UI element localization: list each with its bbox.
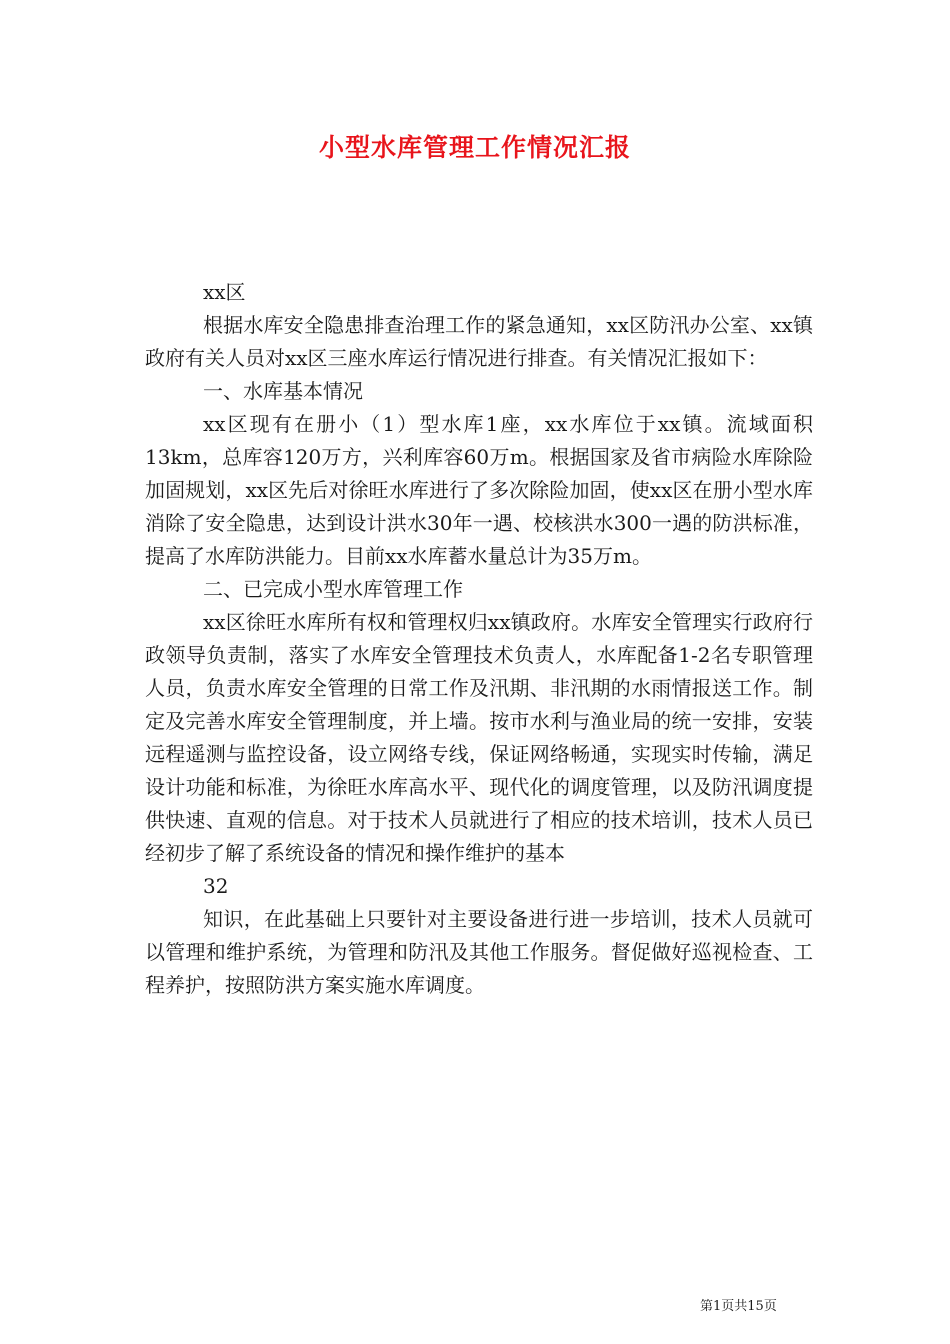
addressee: xx区 (203, 280, 246, 304)
paragraph-intro: 根据水库安全隐患排查治理工作的紧急通知，xx区防汛办公室、xx镇政府有关人员对xx区三座水库运行情况进行排查。有关情况汇报如下： (145, 313, 813, 370)
paragraph-management: xx区徐旺水库所有权和管理权归xx镇政府。水库安全管理实行政府行政领导负责制，落实了水库安全管理技术负责人，水库配备1-2名专职管理人员，负责水库安全管理的日常工作及汛期、非汛期的水雨情报送工作。制定及完善水库安全管理制度，并上墙。按市水利与渔业局的统一安排，安装远程遥测与监控设备，设立网络专线，保证网络畅通，实现实时传输，满足设计功能和标准，为徐旺水库高水平、现代化的调度管理，以及防汛调度提供快速、直观的信息。对于技术人员就进行了相应的技术培训，技术人员已经初步了解了系统设备的情况和操作维护的基本 (145, 610, 813, 865)
paragraph-basic-info: xx区现有在册小（1）型水库1座，xx水库位于xx镇。流域面积13km，总库容120万方，兴利库容60万m。根据国家及省市病险水库除险加固规划，xx区先后对徐旺水库进行了多次除险加固，使xx区在册小型水库消除了安全隐患，达到设计洪水30年一遇、校核洪水300一遇的防洪标准，提高了水库防洪能力。目前xx水库蓄水量总计为35万m。 (145, 412, 813, 568)
document-title: 小型水库管理工作情况汇报 (318, 133, 631, 162)
paragraph-knowledge: 知识，在此基础上只要针对主要设备进行进一步培训，技术人员就可以管理和维护系统，为管理和防汛及其他工作服务。督促做好巡视检查、工程养护，按照防洪方案实施水库调度。 (145, 907, 813, 997)
section-heading-2: 二、已完成小型水库管理工作 (203, 577, 463, 601)
section-heading-1: 一、水库基本情况 (203, 379, 363, 403)
page-number: 第1页共15页 (700, 1299, 777, 1314)
paragraph-number: 32 (203, 874, 229, 898)
document-body (145, 276, 813, 1002)
